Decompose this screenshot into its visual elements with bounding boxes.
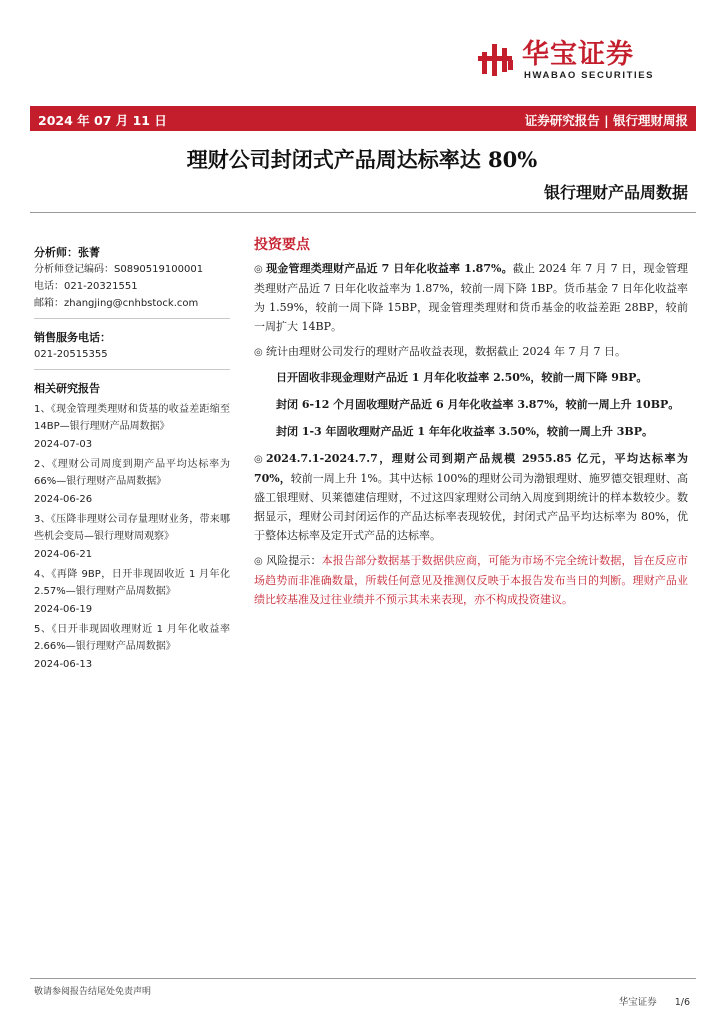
page-subtitle: 银行理财产品周数据 xyxy=(543,183,688,202)
paragraph-body: 统计由理财公司发行的理财产品收益表现，数据截止 2024 年 7 月 7 日。 xyxy=(266,345,626,358)
page-title: 理财公司封闭式产品周达标率达 80% xyxy=(186,147,538,172)
sub-point-daily-open: 日开固收非现金理财产品近 1 月年化收益率 2.50%，较前一周下降 9BP。 xyxy=(276,371,648,384)
sidebar-divider xyxy=(34,318,230,319)
footer-company: 华宝证券 xyxy=(618,997,657,1008)
sidebar xyxy=(34,244,230,676)
related-report-title[interactable]: 4、《再降 9BP，日开非现固收近 1 月年化 2.57%—银行理财产品周数据》 xyxy=(34,569,230,597)
sub-point-closed-1-3y: 封闭 1-3 年固收理财产品近 1 年年化收益率 3.50%，较前一周上升 3BP。 xyxy=(276,425,653,438)
brand-logo xyxy=(478,40,688,82)
brand-name-en: HWABAO SECURITIES xyxy=(524,70,655,81)
paragraph-body: 截止 2024 年 7 月 7 日，现金管理类理财产品近 7 日年化收益率为 1.87%，较前一周下降 1BP。货币基金 7 日年化收益率为 1.59%，较前一周下降 15BP，现金管理类理财和货币基金的收益差距 28BP，较前一周扩大 14BP。 xyxy=(254,262,688,333)
report-date: 2024 年 07 月 11 日 xyxy=(38,113,167,128)
brand-logo-icon xyxy=(478,40,516,78)
related-reports-heading: 相关研究报告 xyxy=(34,382,100,395)
related-report-date: 2024-06-21 xyxy=(34,549,93,560)
report-type: 证券研究报告 | 银行理财周报 xyxy=(524,113,688,128)
paragraph-lead: 2024.7.1-2024.7.7，理财公司到期产品规模 2955.85 亿元，平均达标率为 70%， xyxy=(254,452,688,485)
bullet-icon: ◎ xyxy=(254,454,263,465)
related-report-title[interactable]: 3、《压降非理财公司存量理财业务，带来哪些机会变局—银行理财周观察》 xyxy=(34,514,230,542)
analyst-name: 分析师：张菁 xyxy=(34,246,100,259)
related-report-date: 2024-07-03 xyxy=(34,439,93,450)
sidebar-divider xyxy=(34,369,230,370)
main-content xyxy=(254,236,688,615)
related-report-title[interactable]: 1、《现金管理类理财和货基的收益差距缩至 14BP—银行理财产品周数据》 xyxy=(34,404,230,432)
bullet-icon: ◎ xyxy=(254,556,263,567)
related-report-date: 2024-06-19 xyxy=(34,604,93,615)
paragraph-body: 较前一周上升 1%。其中达标 100%的理财公司为渤银理财、施罗德交银理财、高盛工银理财、贝莱德建信理财，不过这四家理财公司纳入周度到期统计的样本数较少。数据显示，理财公司封闭运作的产品达标率表现较优，封闭式产品平均达标率为 80%，优于整体达标率及定开式产品的达标率。 xyxy=(254,472,688,542)
analyst-registration: 分析师登记编码：S0890519100001 xyxy=(34,264,204,275)
footer-disclaimer: 敬请参阅报告结尾处免责声明 xyxy=(34,987,152,997)
related-report-title[interactable]: 2、《理财公司周度到期产品平均达标率为 66%—银行理财产品周数据》 xyxy=(34,459,230,487)
title-divider xyxy=(30,212,696,213)
related-report-date: 2024-06-13 xyxy=(34,659,93,670)
section-title-investment-points: 投资要点 xyxy=(254,237,310,253)
related-report-date: 2024-06-26 xyxy=(34,494,93,505)
page-number: 1/6 xyxy=(674,997,690,1008)
paragraph-maturity xyxy=(254,449,688,545)
risk-text: 本报告部分数据基于数据供应商，可能为市场不完全统计数据，旨在反应市场趋势而非准确数量，所载任何意见及推测仅反映于本报告发布当日的判断。理财产品业绩比较基准及过往业绩并不预示其未来表现，亦不构成投资建议。 xyxy=(254,554,689,606)
related-report-title[interactable]: 5、《日开非现固收理财近 1 月年化收益率 2.66%—银行理财产品周数据》 xyxy=(34,624,230,652)
paragraph-risk-warning xyxy=(254,551,688,609)
paragraph-lead: 现金管理类理财产品近 7 日年化收益率 1.87%。 xyxy=(266,262,513,275)
bullet-icon: ◎ xyxy=(254,347,263,358)
paragraph-returns-intro xyxy=(254,342,688,362)
analyst-email[interactable]: 邮箱：zhangjing@cnhbstock.com xyxy=(34,298,199,309)
footer-divider xyxy=(30,978,696,979)
risk-label: 风险提示： xyxy=(266,554,322,567)
brand-name-cn: 华宝证券 xyxy=(522,39,634,70)
analyst-phone: 电话：021-20321551 xyxy=(34,281,138,292)
sub-point-closed-6-12m: 封闭 6-12 个月固收理财产品近 6 月年化收益率 3.87%，较前一周上升 10BP。 xyxy=(276,398,680,411)
header-banner xyxy=(30,106,696,131)
paragraph-cash-management xyxy=(254,259,688,336)
footer-info xyxy=(601,994,690,1008)
bullet-icon: ◎ xyxy=(254,264,263,275)
sales-phone: 021-20515355 xyxy=(34,349,108,360)
sales-label: 销售服务电话： xyxy=(34,331,111,344)
